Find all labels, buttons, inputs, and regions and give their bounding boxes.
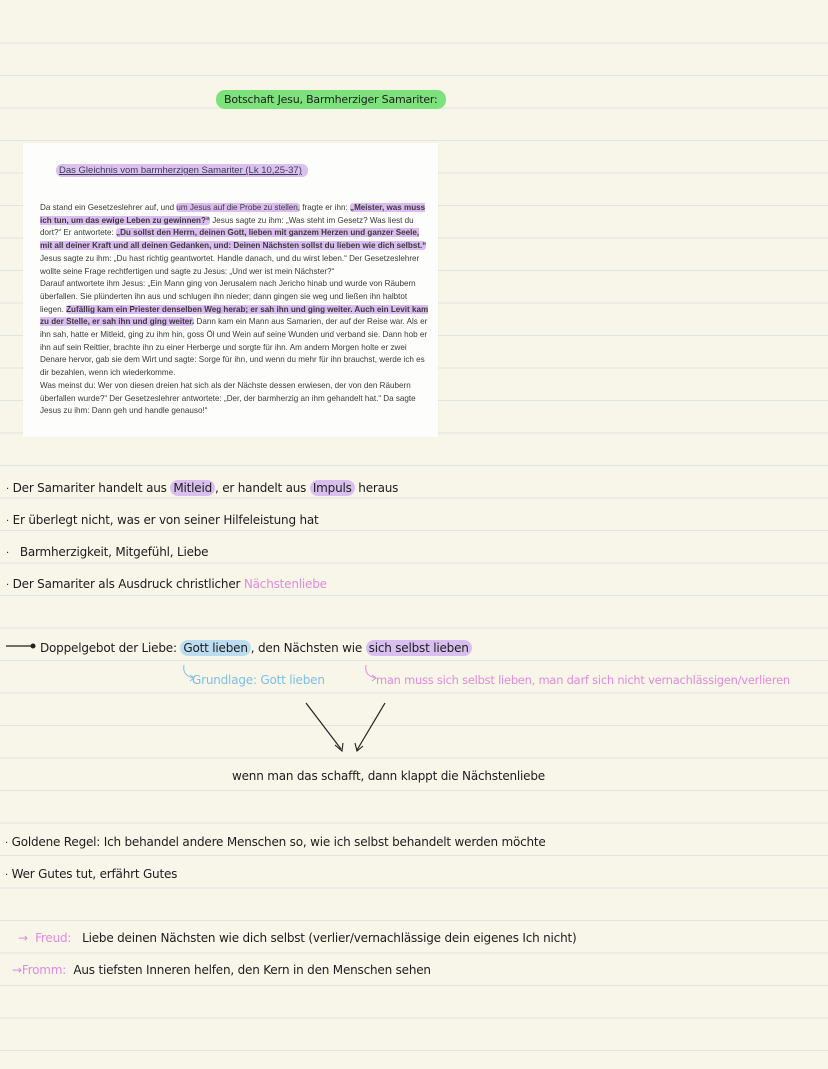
wer-gutes-tut: · Wer Gutes tut, erfährt Gutes: [5, 867, 178, 881]
page-title: [216, 92, 446, 106]
conclusion: wenn man das schafft, dann klappt die Nächstenliebe: [232, 769, 545, 783]
paragraph-2: Darauf antwortete ihm Jesus: „Ein Mann ging von Jerusalem nach Jericho hinab und wurde von Räubern überfallen. Sie plünderten ihn aus und schlugen ihn nieder; dann gingen sie weg und ließen ihn halbtot liegen. Zufällig kam ein Priester denselben Weg herab; er sah ihn und ging weiter. Auch ein Levit kam zu der Stelle, er sah ihn und ging weiter. Dann kam ein Mann aus Samarien, der auf der Reise war. Als er ihn sah, hatte er Mitleid, ging zu ihm hin, goss Öl und Wein auf seine Wunden und verband sie. Dann hob er ihn auf sein Reittier, brachte ihn zu einer Herberge und sorgte für ihn. Am andern Morgen holte er zwei Denare hervor, gab sie dem Wirt und sagte: Sorge für ihn, und wenn du mehr für ihn brauchst, werde ich es dir bezahlen, wenn ich wiederkomme.: [40, 279, 429, 378]
freud-label: Freud:: [35, 931, 72, 945]
arrow-right-icon: [4, 640, 38, 652]
subnote-gott: Grundlage: Gott lieben: [192, 673, 325, 687]
paragraph-3: Was meinst du: Wer von diesen dreien hat sich als der Nächste dessen erwiesen, der von den Räubern überfallen wurde?“ Der Gesetzeslehrer antwortete: „Der, der barmherzig an ihm gehandelt hat.“ Da sagte Jesus zu ihm: Dann geh und handle genauso!“: [40, 380, 416, 416]
subnote-selbst: man muss sich selbst lieben, man darf sich nicht vernachlässigen/verlieren: [376, 673, 790, 687]
paragraph-1: Da stand ein Gesetzeslehrer auf, und um Jesus auf die Probe zu stellen, fragte er ihn: „Meister, was muss ich tun, um das ewige Leben zu gewinnen?“ Jesus sagte zu ihm: „Was steht im Gesetz? Was liest du dort?“ Er antwortete: „Du sollst den Herrn, deinen Gott, lieben mit ganzem Herzen und ganzer Seele, mit all deiner Kraft und all deinen Gedanken, und: Deinen Nächsten sollst du lieben wie dich selbst.“ Jesus sagte zu ihm: „Du hast richtig geantwortet. Handle danach, und du wirst leben.“ Der Gesetzeslehrer wollte seine Frage rechtfertigen und sagte zu Jesus: „Und wer ist mein Nächster?“: [40, 203, 427, 276]
freud-line: → Freud: Liebe deinen Nächsten wie dich selbst (verlier/vernachlässige dein eigenes Ich nicht): [18, 931, 577, 945]
fromm-line: →Fromm: Aus tiefsten Inneren helfen, den Kern in den Menschen sehen: [12, 963, 431, 977]
note-3: · Barmherzigkeit, Mitgefühl, Liebe: [6, 545, 209, 559]
page-title-text: Botschaft Jesu, Barmherziger Samariter:: [216, 90, 446, 109]
card-text: [40, 202, 432, 418]
doppelgebot-line: Doppelgebot der Liebe: Gott lieben , den Nächsten wie sich selbst lieben: [40, 641, 472, 655]
arrow-right-icon: →: [12, 963, 22, 977]
note-2: · Er überlegt nicht, was er von seiner Hilfeleistung hat: [6, 513, 319, 527]
note-1: · Der Samariter handelt aus Mitleid , er handelt aus Impuls heraus: [6, 481, 399, 495]
goldene-regel: · Goldene Regel: Ich behandel andere Menschen so, wie ich selbst behandelt werden möchte: [5, 835, 546, 849]
converging-lines: [300, 700, 392, 756]
card-title: Das Gleichnis vom barmherzigen Samariter (Lk 10,25-37): [56, 164, 308, 177]
fromm-label: Fromm:: [21, 963, 67, 977]
bible-text-card: [23, 143, 438, 437]
arrow-right-icon: →: [18, 931, 28, 945]
note-4: · Der Samariter als Ausdruck christlicher Nächstenliebe: [6, 577, 327, 591]
